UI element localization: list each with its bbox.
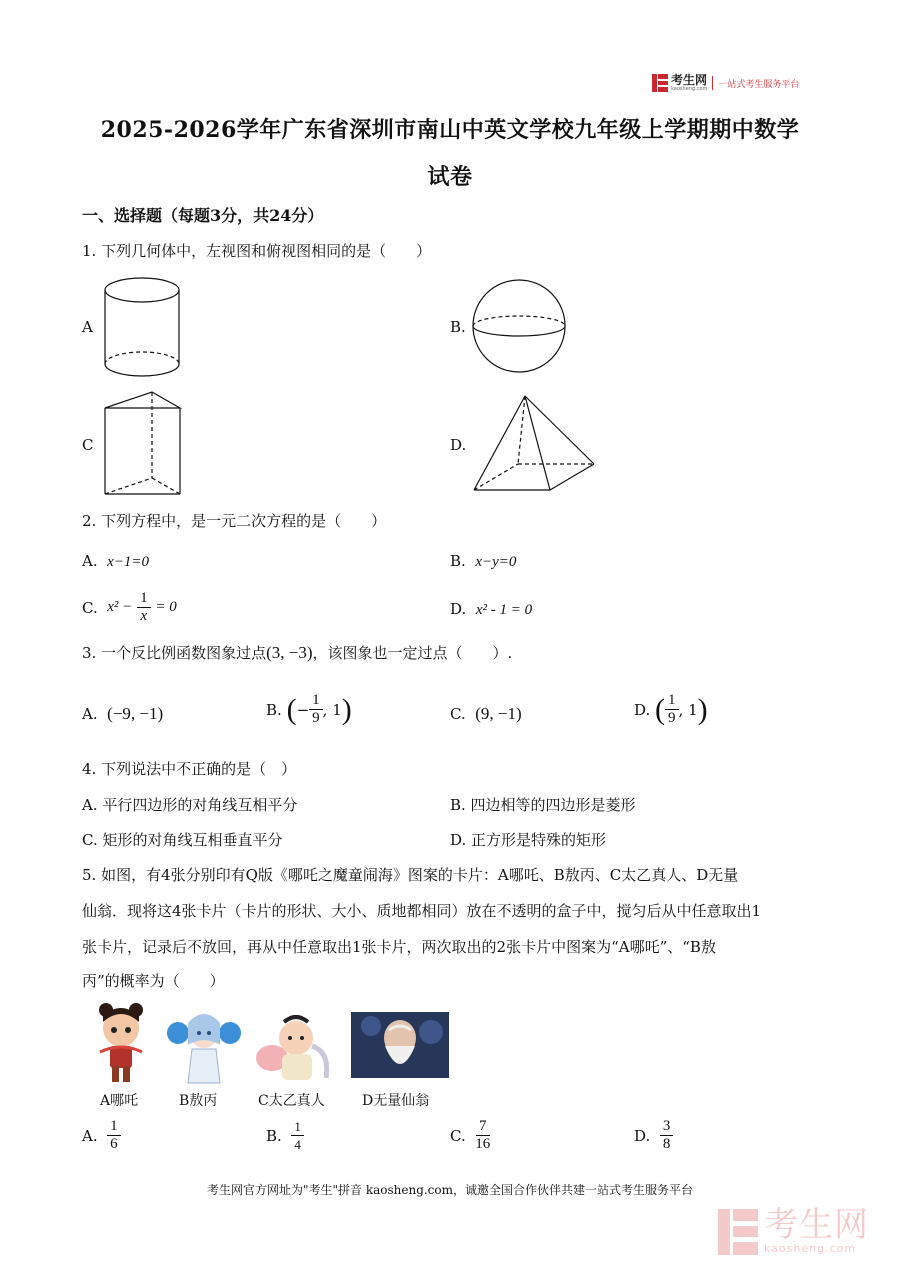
fraction-denominator: 6 (110, 1136, 118, 1152)
caption-b: B敖丙 (179, 1093, 218, 1109)
q3-option-b-fraction (309, 692, 323, 727)
q3-stem-point: (3, −3) (266, 642, 313, 662)
paren-right: ) (341, 692, 352, 726)
q5-option-b (266, 1118, 304, 1153)
q3-option-c (450, 704, 522, 724)
fraction-denominator: 9 (312, 710, 320, 726)
q2-stem: 2. 下列方程中，是一元二次方程的是（ ） (82, 512, 387, 530)
nezha-card-image (92, 1002, 150, 1084)
q5-option-a-fraction (107, 1118, 121, 1153)
q5-option-b-fraction (291, 1118, 304, 1153)
aobing-card-image (166, 1005, 242, 1085)
q4-option-a: A. 平行四边形的对角线互相平分 (82, 796, 298, 814)
q3-option-b-tail: , 1 (322, 700, 342, 719)
q2-option-c-post: = 0 (155, 599, 177, 615)
q1-option-d-label: D. (450, 436, 467, 454)
caption-c: C太乙真人 (258, 1093, 325, 1109)
fraction-denominator: x (140, 608, 148, 624)
q3-option-c-label: C. (450, 705, 466, 723)
q3-stem-pre: 3. 一个反比例函数图象过点 (82, 644, 267, 662)
logo-separator (712, 76, 713, 90)
q2-option-a-expr: x−1=0 (107, 554, 150, 570)
paren-left: ( (655, 692, 666, 726)
watermark (718, 1205, 869, 1255)
q3-option-b (266, 692, 352, 727)
q2-option-b-expr: x−y=0 (475, 554, 517, 570)
watermark-domain: kaosheng.com (764, 1242, 857, 1255)
q5-option-d (634, 1118, 673, 1153)
q3-option-b-label: B. (266, 700, 282, 719)
pyramid-figure (470, 392, 598, 494)
fraction-denominator: 16 (475, 1136, 491, 1152)
fraction-numerator: 7 (476, 1118, 490, 1136)
prism-figure (100, 386, 186, 498)
q2-option-a-label: A. (82, 552, 98, 570)
q1-option-c-label: C (82, 436, 94, 454)
q5-line3: 张卡片，记录后不放回，再从中任意取出1张卡片，两次取出的2张卡片中图案为“A哪吒”、“B敖 (82, 938, 716, 956)
paren-left: ( (286, 692, 297, 726)
fraction-numerator: 1 (309, 692, 323, 710)
fraction-numerator: 1 (137, 590, 151, 608)
page-title-line2: 试卷 (427, 164, 473, 190)
q2-option-a (82, 552, 149, 571)
watermark-logo-icon (718, 1209, 758, 1255)
q2-option-c (82, 590, 177, 625)
q2-option-d-expr: x² - 1 = 0 (475, 602, 533, 618)
logo-slogan: 一站式考生服务平台 (718, 79, 800, 90)
q2-option-c-label: C. (82, 598, 98, 617)
page-title-line1: 2025-2026学年广东省深圳市南山中英文学校九年级上学期期中数学 (100, 117, 800, 143)
q2-option-c-fraction (137, 590, 151, 625)
section-heading: 一、选择题（每题3分，共24分） (82, 206, 324, 225)
q2-option-d-label: D. (450, 600, 467, 618)
q4-option-c: C. 矩形的对角线互相垂直平分 (82, 831, 283, 849)
q5-line4: 丙”的概率为（ ） (82, 972, 225, 990)
q5-option-c-label: C. (450, 1126, 466, 1145)
q2-option-b (450, 552, 516, 571)
caption-a: A哪吒 (100, 1093, 139, 1109)
paren-right: ) (697, 692, 708, 726)
logo-domain: kaosheng.com (671, 85, 708, 92)
q5-option-a-label: A. (82, 1126, 98, 1145)
caption-d: D无量仙翁 (362, 1093, 430, 1109)
fraction-numerator: 1 (291, 1118, 304, 1136)
fraction-denominator: 9 (668, 710, 676, 726)
q3-option-d-label: D. (634, 700, 651, 719)
fraction-denominator: 8 (662, 1136, 671, 1152)
fraction-numerator: 1 (665, 692, 679, 710)
q3-option-d (634, 692, 708, 727)
taiyi-card-image (250, 1012, 338, 1084)
watermark-name: 考生网 (764, 1205, 869, 1245)
q5-option-d-label: D. (634, 1126, 651, 1145)
q5-line2: 仙翁．现将这4张卡片（卡片的形状、大小、质地都相同）放在不透明的盒子中，搅匀后从中任意取出1 (82, 902, 762, 920)
page-footer: 考生网官方网址为"考生"拼音 kaosheng.com，诚邀全国合作伙伴共建一站式考生服务平台 (206, 1183, 694, 1197)
q3-option-a-expr: (−9, −1) (107, 704, 164, 723)
q3-option-d-fraction (665, 692, 679, 727)
q4-option-b: B. 四边相等的四边形是菱形 (450, 796, 636, 814)
q3-option-a (82, 704, 163, 724)
q1-stem: 1. 下列几何体中，左视图和俯视图相同的是（ ） (82, 242, 432, 260)
q3-option-b-sign: − (296, 700, 310, 719)
cylinder-figure (100, 272, 186, 384)
q5-option-c (450, 1118, 490, 1153)
fraction-denominator: 4 (294, 1137, 301, 1152)
q3-stem (82, 642, 512, 663)
q2-option-c-pre: x² − (107, 599, 133, 615)
q1-option-a-label: A (82, 318, 93, 336)
q5-option-c-fraction (475, 1118, 490, 1153)
q3-option-a-label: A. (82, 705, 98, 723)
q5-option-a (82, 1118, 121, 1153)
q5-option-b-label: B. (266, 1126, 282, 1145)
q3-option-d-tail: , 1 (678, 700, 698, 719)
q3-option-c-expr: (9, −1) (475, 704, 522, 723)
q5-option-d-fraction (660, 1118, 674, 1153)
wuliang-card-image (351, 1012, 449, 1078)
header-logo (652, 72, 799, 94)
q1-option-b-label: B. (450, 318, 466, 336)
q4-option-d: D. 正方形是特殊的矩形 (450, 831, 607, 849)
q5-line1: 5. 如图，有4张分别印有Q版《哪吒之魔童闹海》图案的卡片：A哪吒、B敖丙、C太乙真人、D无量 (82, 866, 739, 884)
q2-option-d (450, 600, 532, 619)
fraction-numerator: 3 (660, 1118, 674, 1136)
logo-icon (652, 74, 668, 92)
q2-option-b-label: B. (450, 552, 466, 570)
sphere-figure (470, 278, 570, 374)
q3-stem-post: ，该图象也一定过点（ ）. (312, 644, 513, 662)
fraction-numerator: 1 (107, 1118, 121, 1136)
logo-name: 考生网 (671, 72, 708, 87)
q4-stem: 4. 下列说法中不正确的是（ ） (82, 760, 297, 778)
